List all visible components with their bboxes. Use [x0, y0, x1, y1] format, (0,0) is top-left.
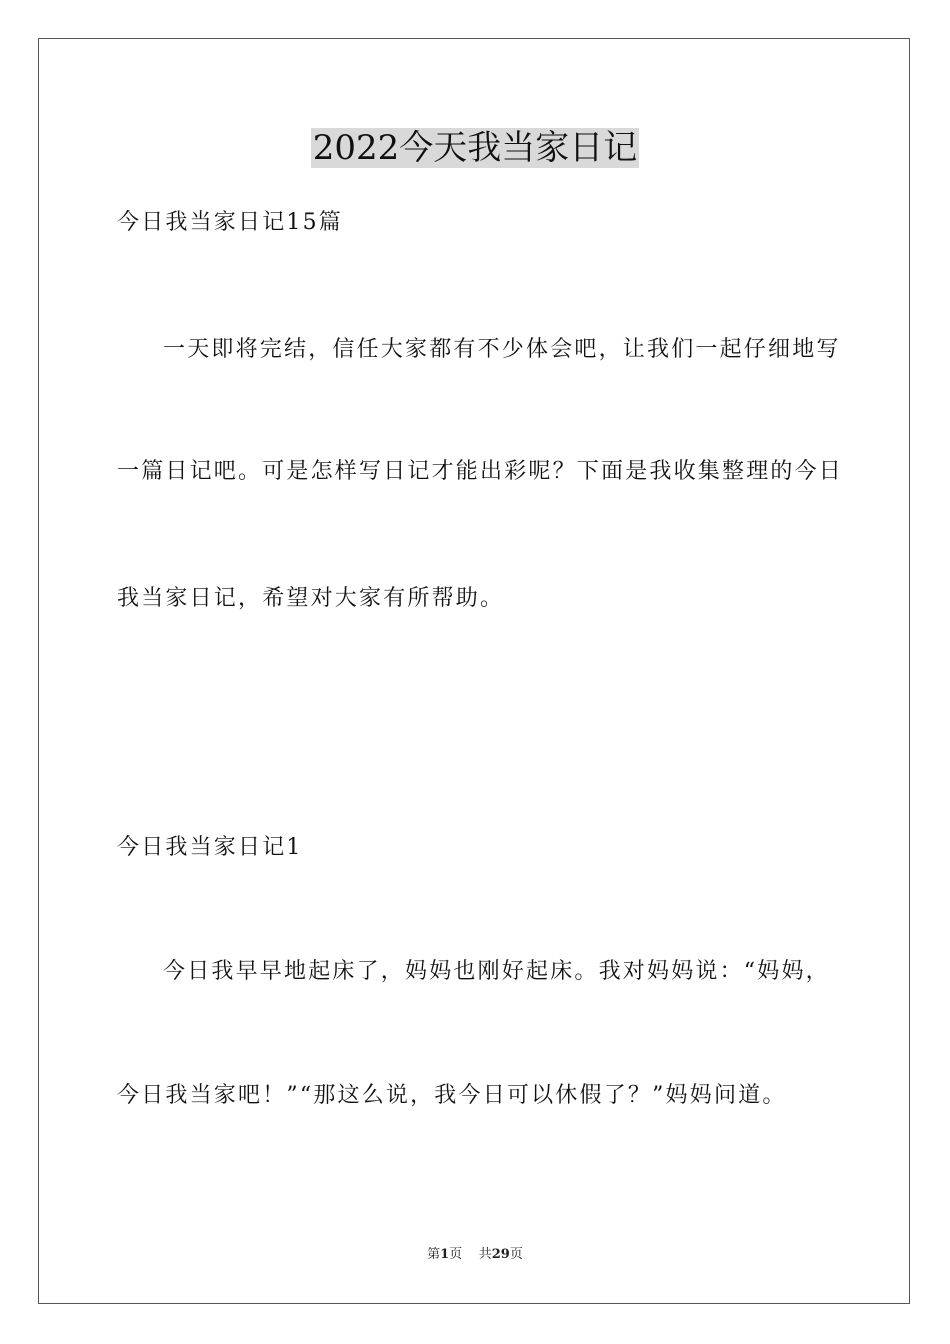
document-title — [0, 126, 950, 170]
body-line-2: 今日我当家吧！”“那这么说，我今日可以休假了？”妈妈问道。 — [117, 1083, 787, 1108]
page-footer — [0, 1246, 950, 1264]
intro-line-1: 一天即将完结，信任大家都有不少体会吧，让我们一起仔细地写 — [163, 337, 841, 362]
document-subtitle: 今日我当家日记15篇 — [117, 210, 343, 235]
intro-line-2: 一篇日记吧。可是怎样写日记才能出彩呢？下面是我收集整理的今日 — [117, 459, 844, 484]
body-line-1: 今日我早早地起床了，妈妈也刚好起床。我对妈妈说：“妈妈， — [163, 959, 830, 984]
footer-current-page: 1 — [440, 1247, 450, 1262]
footer-total-suffix: 页 — [509, 1247, 523, 1262]
intro-line-3: 我当家日记，希望对大家有所帮助。 — [117, 586, 505, 611]
document-title-text: 2022今天我当家日记 — [312, 128, 638, 168]
footer-page-suffix: 页 — [449, 1247, 463, 1262]
footer-total-pages: 29 — [491, 1247, 510, 1262]
section-heading: 今日我当家日记1 — [117, 835, 303, 860]
footer-prefix: 第 — [427, 1247, 441, 1262]
footer-total-prefix: 共 — [478, 1247, 492, 1262]
